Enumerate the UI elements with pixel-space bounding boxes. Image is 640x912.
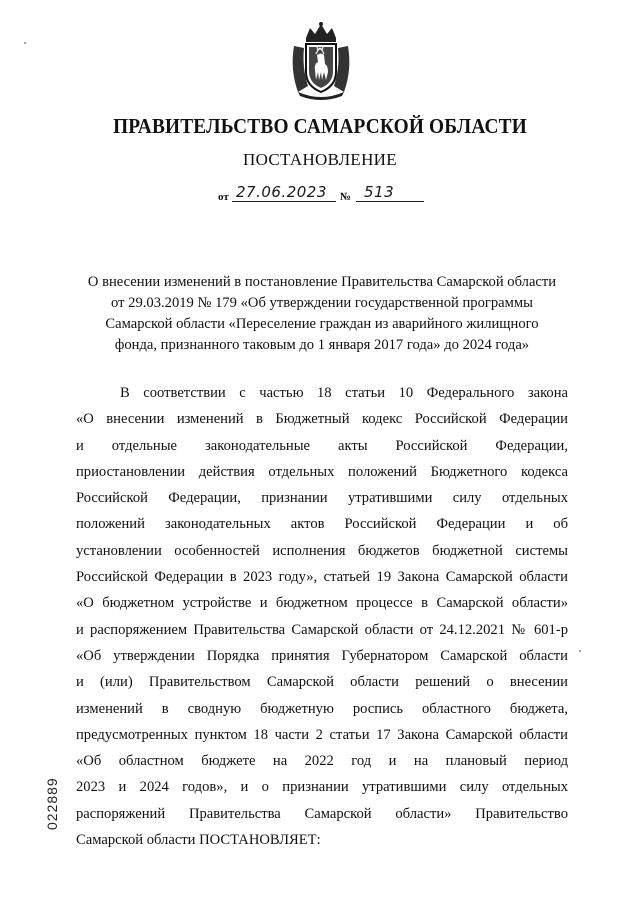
body-line: и (или) Правительством Самарской области решений о внесении [76,674,568,691]
body-line: Российской Федерации, признании утратившими силу отдельных [76,490,568,507]
body-line: и распоряжением Правительства Самарской области от 24.12.2021 № 601-р [76,621,568,638]
body-line: изменений в сводную бюджетную роспись областного бюджета, [76,700,568,717]
body-line: установлении особенностей исполнения бюджетов бюджетной системы [76,542,568,559]
body-line: приостановлении действия отдельных положений Бюджетного кодекса [76,463,568,480]
body-line: распоряжений Правительства Самарской области» Правительство [76,805,568,822]
scan-speck [579,650,581,652]
body-line: и отдельные законодательные акты Российской Федерации, [76,437,568,454]
document-type: ПОСТАНОВЛЕНИЕ [243,150,397,169]
body-line: Российской Федерации в 2023 году», статьей 19 Закона Самарской области [76,569,568,586]
document-subject [78,272,566,356]
number-prefix: № [340,191,352,203]
document-body [76,380,568,853]
body-line: «О бюджетном устройстве и бюджетном процессе в Самарской области» [76,595,568,612]
scan-speck [24,42,26,44]
organization-title: ПРАВИТЕЛЬСТВО САМАРСКОЙ ОБЛАСТИ [113,114,527,138]
subject-line: О внесении изменений в постановление Правительства Самарской области [87,274,557,290]
coat-of-arms-icon [288,20,354,100]
body-line: Самарской области ПОСТАНОВЛЯЕТ: [76,832,321,849]
document-number: 513 [364,183,395,201]
date-number-line [218,184,438,206]
body-line: положений законодательных актов Российской Федерации и об [76,516,568,533]
body-line: предусмотренных пунктом 18 части 2 статьи 17 Закона Самарской области [76,726,568,743]
side-serial-number: 022889 [44,777,60,830]
body-line: 2023 и 2024 годов», и о признании утратившими силу отдельных [76,779,568,796]
body-line: «Об областном бюджете на 2022 год и на плановый период [76,753,568,770]
subject-line: от 29.03.2019 № 179 «Об утверждении государственной программы [111,295,533,311]
body-line: «Об утверждении Порядка принятия Губернатором Самарской области [76,647,568,664]
body-line: «О внесении изменений в Бюджетный кодекс Российской Федерации [76,411,568,428]
body-line: В соответствии с частью 18 статьи 10 Федерального закона [120,385,568,401]
date-prefix: от [218,191,229,203]
subject-line: Самарской области «Переселение граждан из аварийного жилищного [105,316,539,332]
document-date: 27.06.2023 [236,183,327,201]
subject-line: фонда, признанного таковым до 1 января 2017 года» до 2024 года» [114,337,530,353]
